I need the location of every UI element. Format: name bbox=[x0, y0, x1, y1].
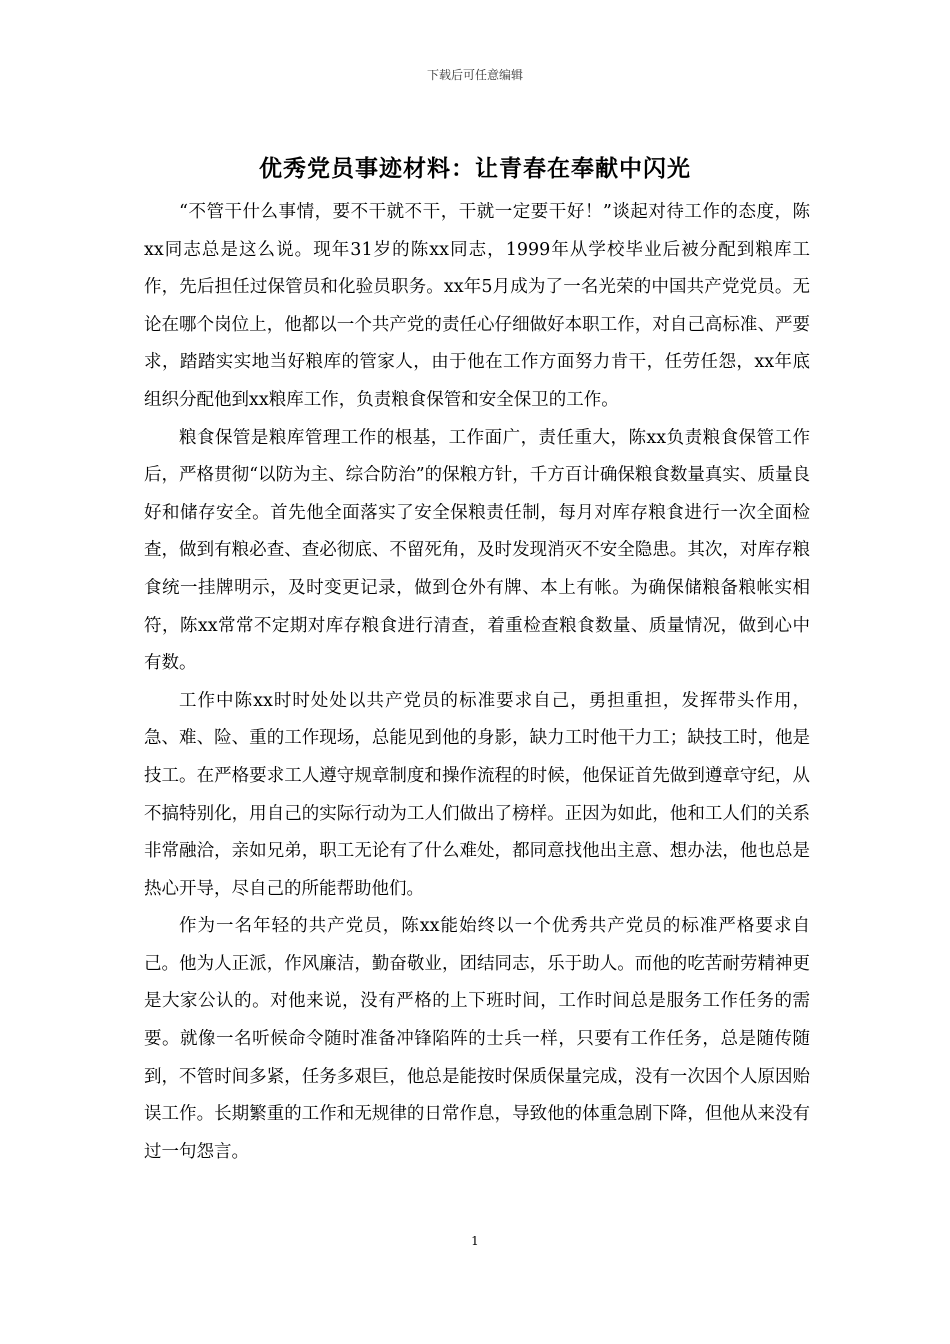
paragraph: 粮食保管是粮库管理工作的根基，工作面广，责任重大，陈xx负责粮食保管工作后，严格贯彻“以防为主、综合防治”的保粮方针，千方百计确保粮食数量真实、质量良好和储存安全。首先他全面落实了安全保粮责任制，每月对库存粮食进行一次全面检查，做到有粮必查、查必彻底、不留死角，及时发现消灭不安全隐患。其次，对库存粮食统一挂牌明示，及时变更记录，做到仓外有牌、本上有帐。为确保储粮备粮帐实相符，陈xx常常不定期对库存粮食进行清查，着重检查粮食数量、质量情况，做到心中有数。 bbox=[144, 427, 810, 674]
document-body bbox=[144, 194, 810, 1171]
document-title: 优秀党员事迹材料：让青春在奉献中闪光 bbox=[259, 155, 691, 182]
paragraph: “不管干什么事情，要不干就不干，干就一定要干好！”谈起对待工作的态度，陈xx同志总是这么说。现年31岁的陈xx同志，1999年从学校毕业后被分配到粮库工作，先后担任过保管员和化验员职务。xx年5月成为了一名光荣的中国共产党党员。无论在哪个岗位上，他都以一个共产党的责任心仔细做好本职工作，对自己高标准、严要求，踏踏实实地当好粮库的管家人，由于他在工作方面努力肯干，任劳任怨，xx年底组织分配他到xx粮库工作，负责粮食保管和安全保卫的工作。 bbox=[144, 202, 810, 410]
page-number: 1 bbox=[471, 1234, 479, 1248]
header-note: 下载后可任意编辑 bbox=[426, 68, 523, 82]
paragraph: 作为一名年轻的共产党员，陈xx能始终以一个优秀共产党员的标准严格要求自己。他为人正派，作风廉洁，勤奋敬业，团结同志，乐于助人。而他的吃苦耐劳精神更是大家公认的。对他来说，没有严格的上下班时间，工作时间总是服务工作任务的需要。就像一名听候命令随时准备冲锋陷阵的士兵一样，只要有工作任务，总是随传随到，不管时间多紧，任务多艰巨，他总是能按时保质保量完成，没有一次因个人原因贻误工作。长期繁重的工作和无规律的日常作息，导致他的体重急剧下降，但他从来没有过一句怨言。 bbox=[144, 916, 810, 1162]
paragraph: 工作中陈xx时时处处以共产党员的标准要求自己，勇担重担，发挥带头作用，急、难、险、重的工作现场，总能见到他的身影，缺力工时他干力工；缺技工时，他是技工。在严格要求工人遵守规章制度和操作流程的时候，他保证首先做到遵章守纪，从不搞特别化，用自己的实际行动为工人们做出了榜样。正因为如此，他和工人们的关系非常融洽，亲如兄弟，职工无论有了什么难处，都同意找他出主意、想办法，他也总是热心开导，尽自己的所能帮助他们。 bbox=[144, 690, 810, 899]
